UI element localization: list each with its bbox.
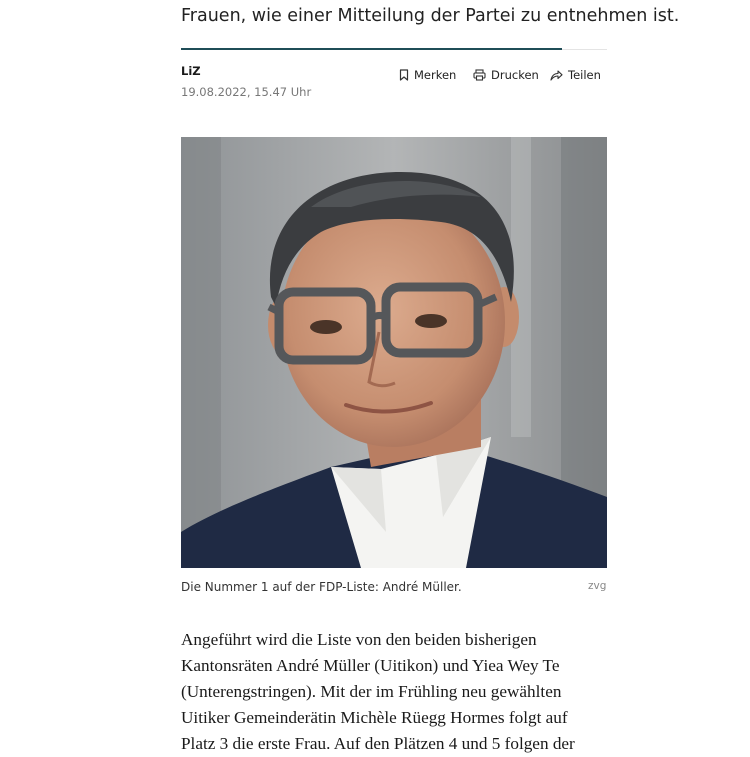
bookmark-icon [399,69,409,81]
teilen-button[interactable] [550,68,601,82]
share-icon [550,69,563,81]
body-line: Kantonsräten André Müller (Uitikon) und Yiea Wey Te [181,656,560,675]
teilen-label: Teilen [568,68,601,82]
merken-button[interactable] [399,68,456,82]
photo-credit: zvg [588,580,607,592]
drucken-label: Drucken [491,68,539,82]
article-divider-accent [181,48,562,50]
body-line: Angeführt wird die Liste von den beiden bisherigen [181,630,537,649]
drucken-button[interactable] [473,68,539,82]
article-body [181,627,621,757]
publish-date: 19.08.2022, 15.47 Uhr [181,85,312,99]
portrait-illustration [181,137,607,568]
printer-icon [473,69,486,81]
portrait-photo[interactable] [181,137,607,568]
body-line: Uitiker Gemeinderätin Michèle Rüegg Hormes folgt auf [181,708,568,727]
photo-caption: Die Nummer 1 auf der FDP-Liste: André Müller. [181,580,462,594]
author-name[interactable]: LiZ [181,64,201,78]
body-line: (Unterengstringen). Mit der im Frühling neu gewählten [181,682,562,701]
article-intro-fragment: Frauen, wie einer Mitteilung der Partei zu entnehmen ist. [181,6,680,26]
body-line: Platz 3 die erste Frau. Auf den Plätzen 4 und 5 folgen der [181,734,575,753]
article-actions [0,68,750,86]
merken-label: Merken [414,68,457,82]
